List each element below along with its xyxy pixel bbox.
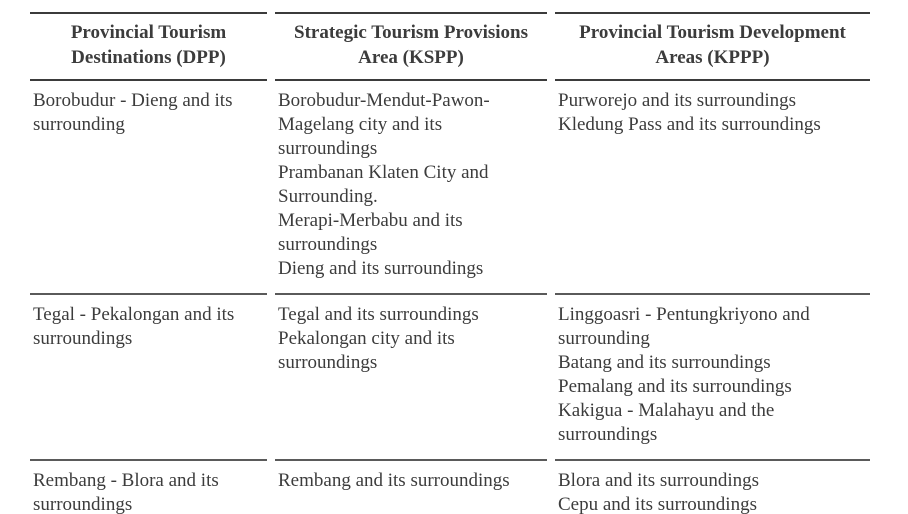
cell-item: Borobudur - Dieng and its surrounding	[33, 90, 233, 135]
column-header-kppp: Provincial Tourism Development Areas (KPPP)	[555, 12, 870, 81]
cell-kspp	[275, 295, 547, 461]
cell-kspp	[275, 81, 547, 295]
cell-item: Blora and its surroundings	[558, 470, 760, 491]
cell-item: Borobudur-Mendut-Pawon-Magelang city and its surroundings	[278, 90, 490, 159]
table-body	[30, 81, 870, 514]
cell-item: Tegal and its surroundings	[278, 304, 479, 325]
header-row	[30, 12, 870, 81]
table-header	[30, 12, 870, 81]
cell-dpp	[30, 81, 267, 295]
cell-item: Cepu and its surroundings	[558, 494, 757, 514]
column-header-kspp: Strategic Tourism Provisions Area (KSPP)	[275, 12, 547, 81]
cell-dpp	[30, 295, 267, 461]
cell-item: Rembang and its surroundings	[278, 470, 510, 491]
cell-item: Batang and its surroundings	[558, 352, 771, 373]
cell-item: Pekalongan city and its surroundings	[278, 328, 455, 373]
cell-item: Prambanan Klaten City and Surrounding.	[278, 162, 489, 207]
column-header-dpp: Provincial Tourism Destinations (DPP)	[30, 12, 267, 81]
table-row	[30, 81, 870, 295]
cell-kppp	[555, 461, 870, 514]
cell-item: Merapi-Merbabu and its surroundings	[278, 210, 463, 255]
cell-item: Pemalang and its surroundings	[558, 376, 792, 397]
cell-kspp	[275, 461, 547, 514]
table-row	[30, 295, 870, 461]
tourism-areas-table	[22, 12, 878, 514]
cell-item: Purworejo and its surroundings	[558, 90, 797, 111]
table-row	[30, 461, 870, 514]
cell-item: Rembang - Blora and its surroundings	[33, 470, 219, 514]
cell-item: Linggoasri - Pentungkriyono and surrounding	[558, 304, 810, 349]
cell-kppp	[555, 81, 870, 295]
cell-kppp	[555, 295, 870, 461]
cell-item: Kledung Pass and its surroundings	[558, 114, 821, 135]
cell-dpp	[30, 461, 267, 514]
cell-item: Dieng and its surroundings	[278, 258, 484, 279]
cell-item: Kakigua - Malahayu and the surroundings	[558, 400, 775, 445]
cell-item: Tegal - Pekalongan and its surroundings	[33, 304, 235, 349]
